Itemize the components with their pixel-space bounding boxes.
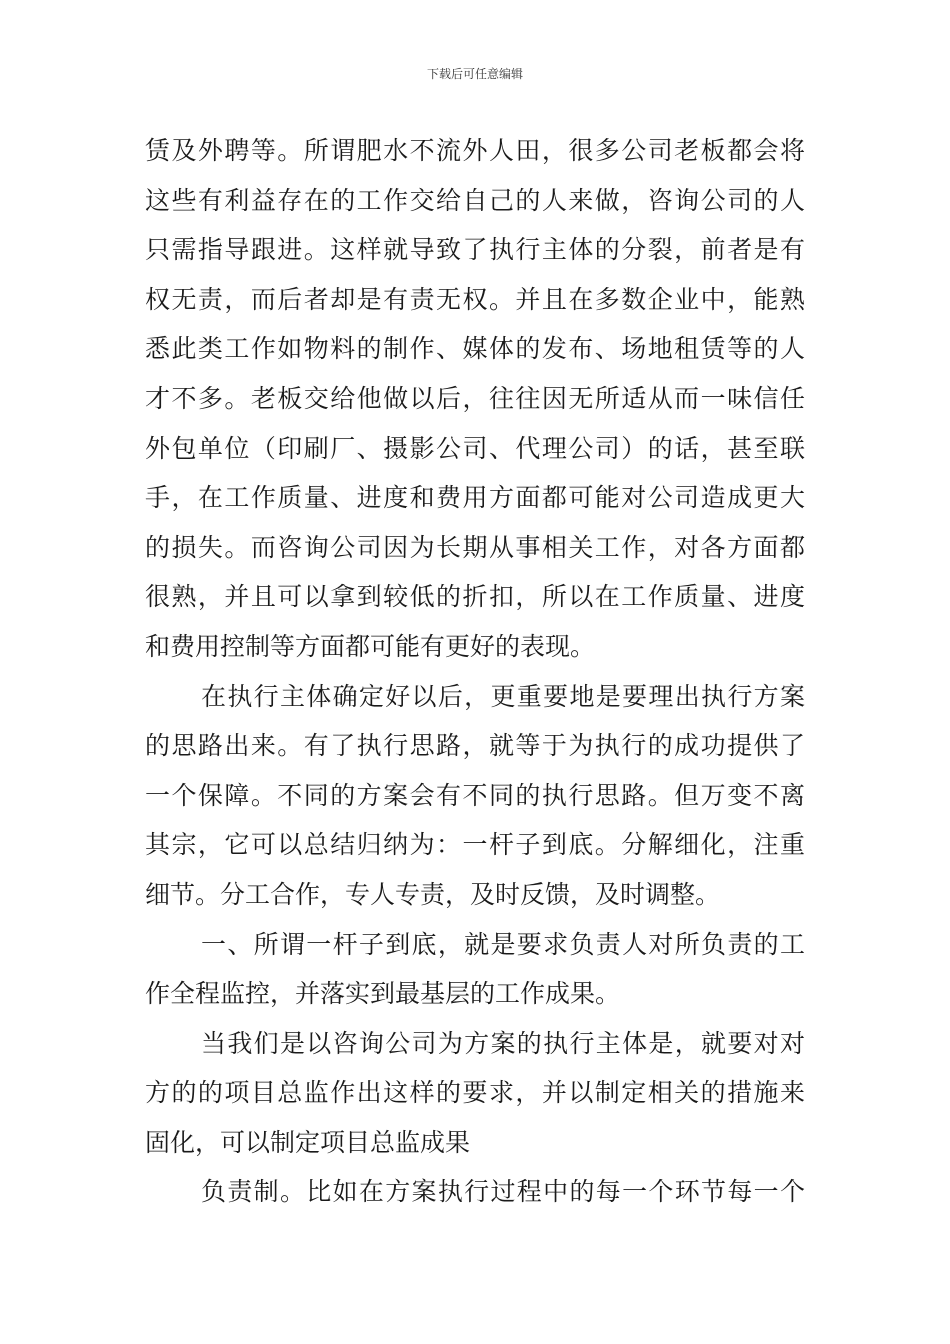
text-line: 一、所谓一杆子到底，就是要求负责人对所负责的工 bbox=[201, 929, 805, 959]
text-line: 在执行主体确定好以后，更重要地是要理出执行方案 bbox=[201, 681, 805, 711]
text-line: 很熟，并且可以拿到较低的折扣，所以在工作质量、进度 bbox=[145, 582, 805, 612]
text-line: 的损失。而咨询公司因为长期从事相关工作，对各方面都 bbox=[145, 532, 805, 562]
paragraph bbox=[145, 1019, 805, 1168]
paragraph bbox=[145, 1167, 805, 1217]
text-line: 权无责，而后者却是有责无权。并且在多数企业中，能熟 bbox=[145, 284, 805, 314]
text-line: 方的的项目总监作出这样的要求，并以制定相关的措施来 bbox=[145, 1078, 805, 1108]
paragraph bbox=[145, 672, 805, 920]
text-line: 固化，可以制定项目总监成果 bbox=[145, 1127, 471, 1157]
paragraph bbox=[145, 126, 805, 672]
text-line: 当我们是以咨询公司为方案的执行主体是，就要对对 bbox=[201, 1028, 805, 1058]
page-header: 下载后可任意编辑 bbox=[426, 67, 523, 81]
text-line: 一个保障。不同的方案会有不同的执行思路。但万变不离 bbox=[145, 780, 805, 810]
text-line: 才不多。老板交给他做以后，往往因无所适从而一味信任 bbox=[145, 383, 805, 413]
text-line: 悉此类工作如物料的制作、媒体的发布、场地租赁等的人 bbox=[145, 334, 805, 364]
text-line: 负责制。比如在方案执行过程中的每一个环节每一个 bbox=[201, 1177, 805, 1207]
text-line: 和费用控制等方面都可能有更好的表现。 bbox=[145, 631, 596, 661]
document-body bbox=[145, 126, 805, 1217]
text-line: 手，在工作质量、进度和费用方面都可能对公司造成更大 bbox=[145, 483, 805, 513]
text-line: 作全程监控，并落实到最基层的工作成果。 bbox=[145, 979, 621, 1009]
text-line: 这些有利益存在的工作交给自己的人来做，咨询公司的人 bbox=[145, 185, 805, 215]
text-line: 细节。分工合作，专人专责，及时反馈，及时调整。 bbox=[145, 879, 721, 909]
text-line: 赁及外聘等。所谓肥水不流外人田，很多公司老板都会将 bbox=[145, 136, 805, 165]
text-line: 其宗，它可以总结归纳为：一杆子到底。分解细化，注重 bbox=[145, 830, 805, 860]
text-line: 外包单位（印刷厂、摄影公司、代理公司）的话，甚至联 bbox=[145, 433, 805, 463]
text-line: 只需指导跟进。这样就导致了执行主体的分裂，前者是有 bbox=[145, 235, 805, 265]
paragraph bbox=[145, 920, 805, 1019]
text-line: 的思路出来。有了执行思路，就等于为执行的成功提供了 bbox=[145, 731, 805, 761]
